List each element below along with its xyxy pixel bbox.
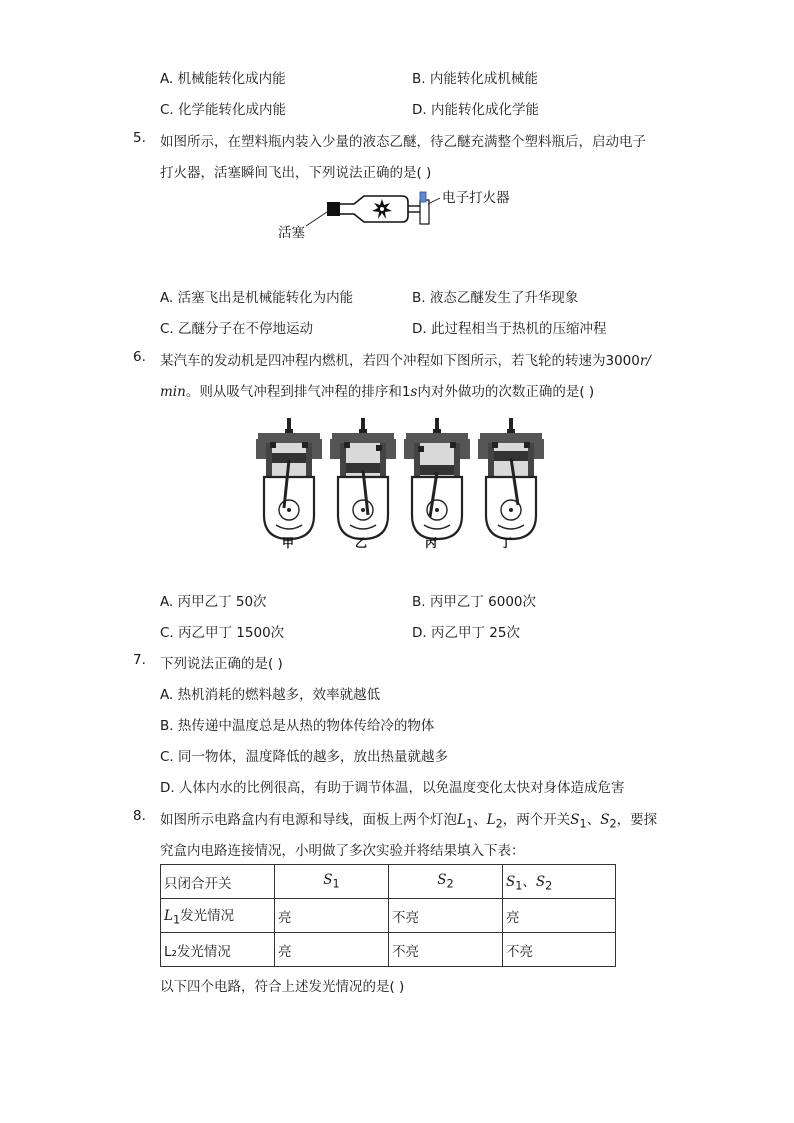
- q8-question-after: 以下四个电路，符合上述发光情况的是( ): [160, 979, 405, 995]
- header-cell-s1-s2: $S_1$、$S_2$: [503, 865, 616, 899]
- q5-number: 5.: [133, 130, 146, 146]
- q7-option-b[interactable]: B. 热传递中温度总是从热的物体传给冷的物体: [160, 718, 435, 734]
- q5-option-a[interactable]: A. 活塞飞出是机械能转化为内能: [160, 290, 354, 306]
- table-header-row: [161, 865, 616, 899]
- q7-option-c[interactable]: C. 同一物体，温度降低的越多，放出热量就越多: [160, 749, 449, 765]
- header-cell-s1: $S_1$: [275, 865, 389, 899]
- table-cell: 亮: [275, 899, 389, 933]
- table-row: [161, 933, 616, 967]
- spark-icon: [372, 199, 392, 219]
- table-cell: 不亮: [389, 933, 503, 967]
- q7-option-d[interactable]: D. 人体内水的比例很高，有助于调节体温，以免温度变化太快对身体造成危害: [160, 780, 625, 796]
- engine-yi: [330, 418, 396, 539]
- label-igniter: 电子打火器: [442, 190, 510, 206]
- q6-option-a[interactable]: A. 丙甲乙丁 50次: [160, 594, 267, 610]
- q8-stem-line1: 如图所示电路盒内有电源和导线，面板上两个灯泡$L_1$、$L_2$，两个开关$S_1$、$S_2$，要探: [160, 812, 658, 831]
- label-bing: 丙: [425, 536, 438, 550]
- table-cell: 不亮: [503, 933, 616, 967]
- table-cell: 亮: [503, 899, 616, 933]
- label-jia: 甲: [282, 536, 295, 550]
- q5-stem-line1: 如图所示，在塑料瓶内装入少量的液态乙醚，待乙醚充满整个塑料瓶后，启动电子: [160, 134, 646, 150]
- table-cell: 不亮: [389, 899, 503, 933]
- row-label-l2: L₂发光情况: [161, 933, 275, 967]
- q5-stem-line2: 打火器，活塞瞬间飞出，下列说法正确的是( ): [160, 165, 432, 181]
- q6-option-b[interactable]: B. 丙甲乙丁 6000次: [412, 594, 536, 610]
- stopper-shape: [327, 202, 340, 216]
- q6-engine-strokes-figure: [250, 405, 550, 555]
- q5-option-b[interactable]: B. 液态乙醚发生了升华现象: [412, 290, 579, 306]
- table-cell: 亮: [275, 933, 389, 967]
- q5-option-d[interactable]: D. 此过程相当于热机的压缩冲程: [412, 321, 607, 337]
- q6-option-d[interactable]: D. 丙乙甲丁 25次: [412, 625, 520, 641]
- engine-jia: [256, 418, 322, 539]
- q4-option-b[interactable]: B. 内能转化成机械能: [412, 71, 538, 87]
- q6-option-c[interactable]: C. 丙乙甲丁 1500次: [160, 625, 285, 641]
- label-piston: 活塞: [278, 225, 305, 241]
- q8-stem-line2: 究盒内电路连接情况，小明做了多次实验并将结果填入下表：: [160, 843, 525, 859]
- q7-stem: 下列说法正确的是( ): [160, 656, 283, 672]
- header-cell-s2: $S_2$: [389, 865, 503, 899]
- row-label-l1: $L_1$发光情况: [161, 899, 275, 933]
- q6-stem-line2: min。则从吸气冲程到排气冲程的排序和1s内对外做功的次数正确的是( ): [160, 384, 595, 400]
- q6-stem-line1: 某汽车的发动机是四冲程内燃机，若四个冲程如下图所示，若飞轮的转速为3000r/: [160, 353, 651, 369]
- q5-bottle-figure: [272, 182, 532, 244]
- label-yi: 乙: [355, 536, 368, 550]
- q4-option-d[interactable]: D. 内能转化成化学能: [412, 102, 539, 118]
- q8-results-table: [160, 864, 616, 967]
- q6-number: 6.: [133, 349, 146, 365]
- engine-bing: [404, 418, 470, 539]
- engine-ding: [478, 418, 544, 539]
- igniter-button: [420, 192, 426, 202]
- q7-number: 7.: [133, 652, 146, 668]
- table-row: [161, 899, 616, 933]
- q8-number: 8.: [133, 808, 146, 824]
- q4-option-c[interactable]: C. 化学能转化成内能: [160, 102, 287, 118]
- igniter-shape: [420, 200, 429, 224]
- q4-option-a[interactable]: A. 机械能转化成内能: [160, 71, 286, 87]
- bottle-shape: [340, 196, 408, 222]
- q7-option-a[interactable]: A. 热机消耗的燃料越多，效率就越低: [160, 687, 381, 703]
- header-cell-switch: 只闭合开关: [161, 865, 275, 899]
- label-ding: 丁: [500, 536, 513, 550]
- q5-option-c[interactable]: C. 乙醚分子在不停地运动: [160, 321, 314, 337]
